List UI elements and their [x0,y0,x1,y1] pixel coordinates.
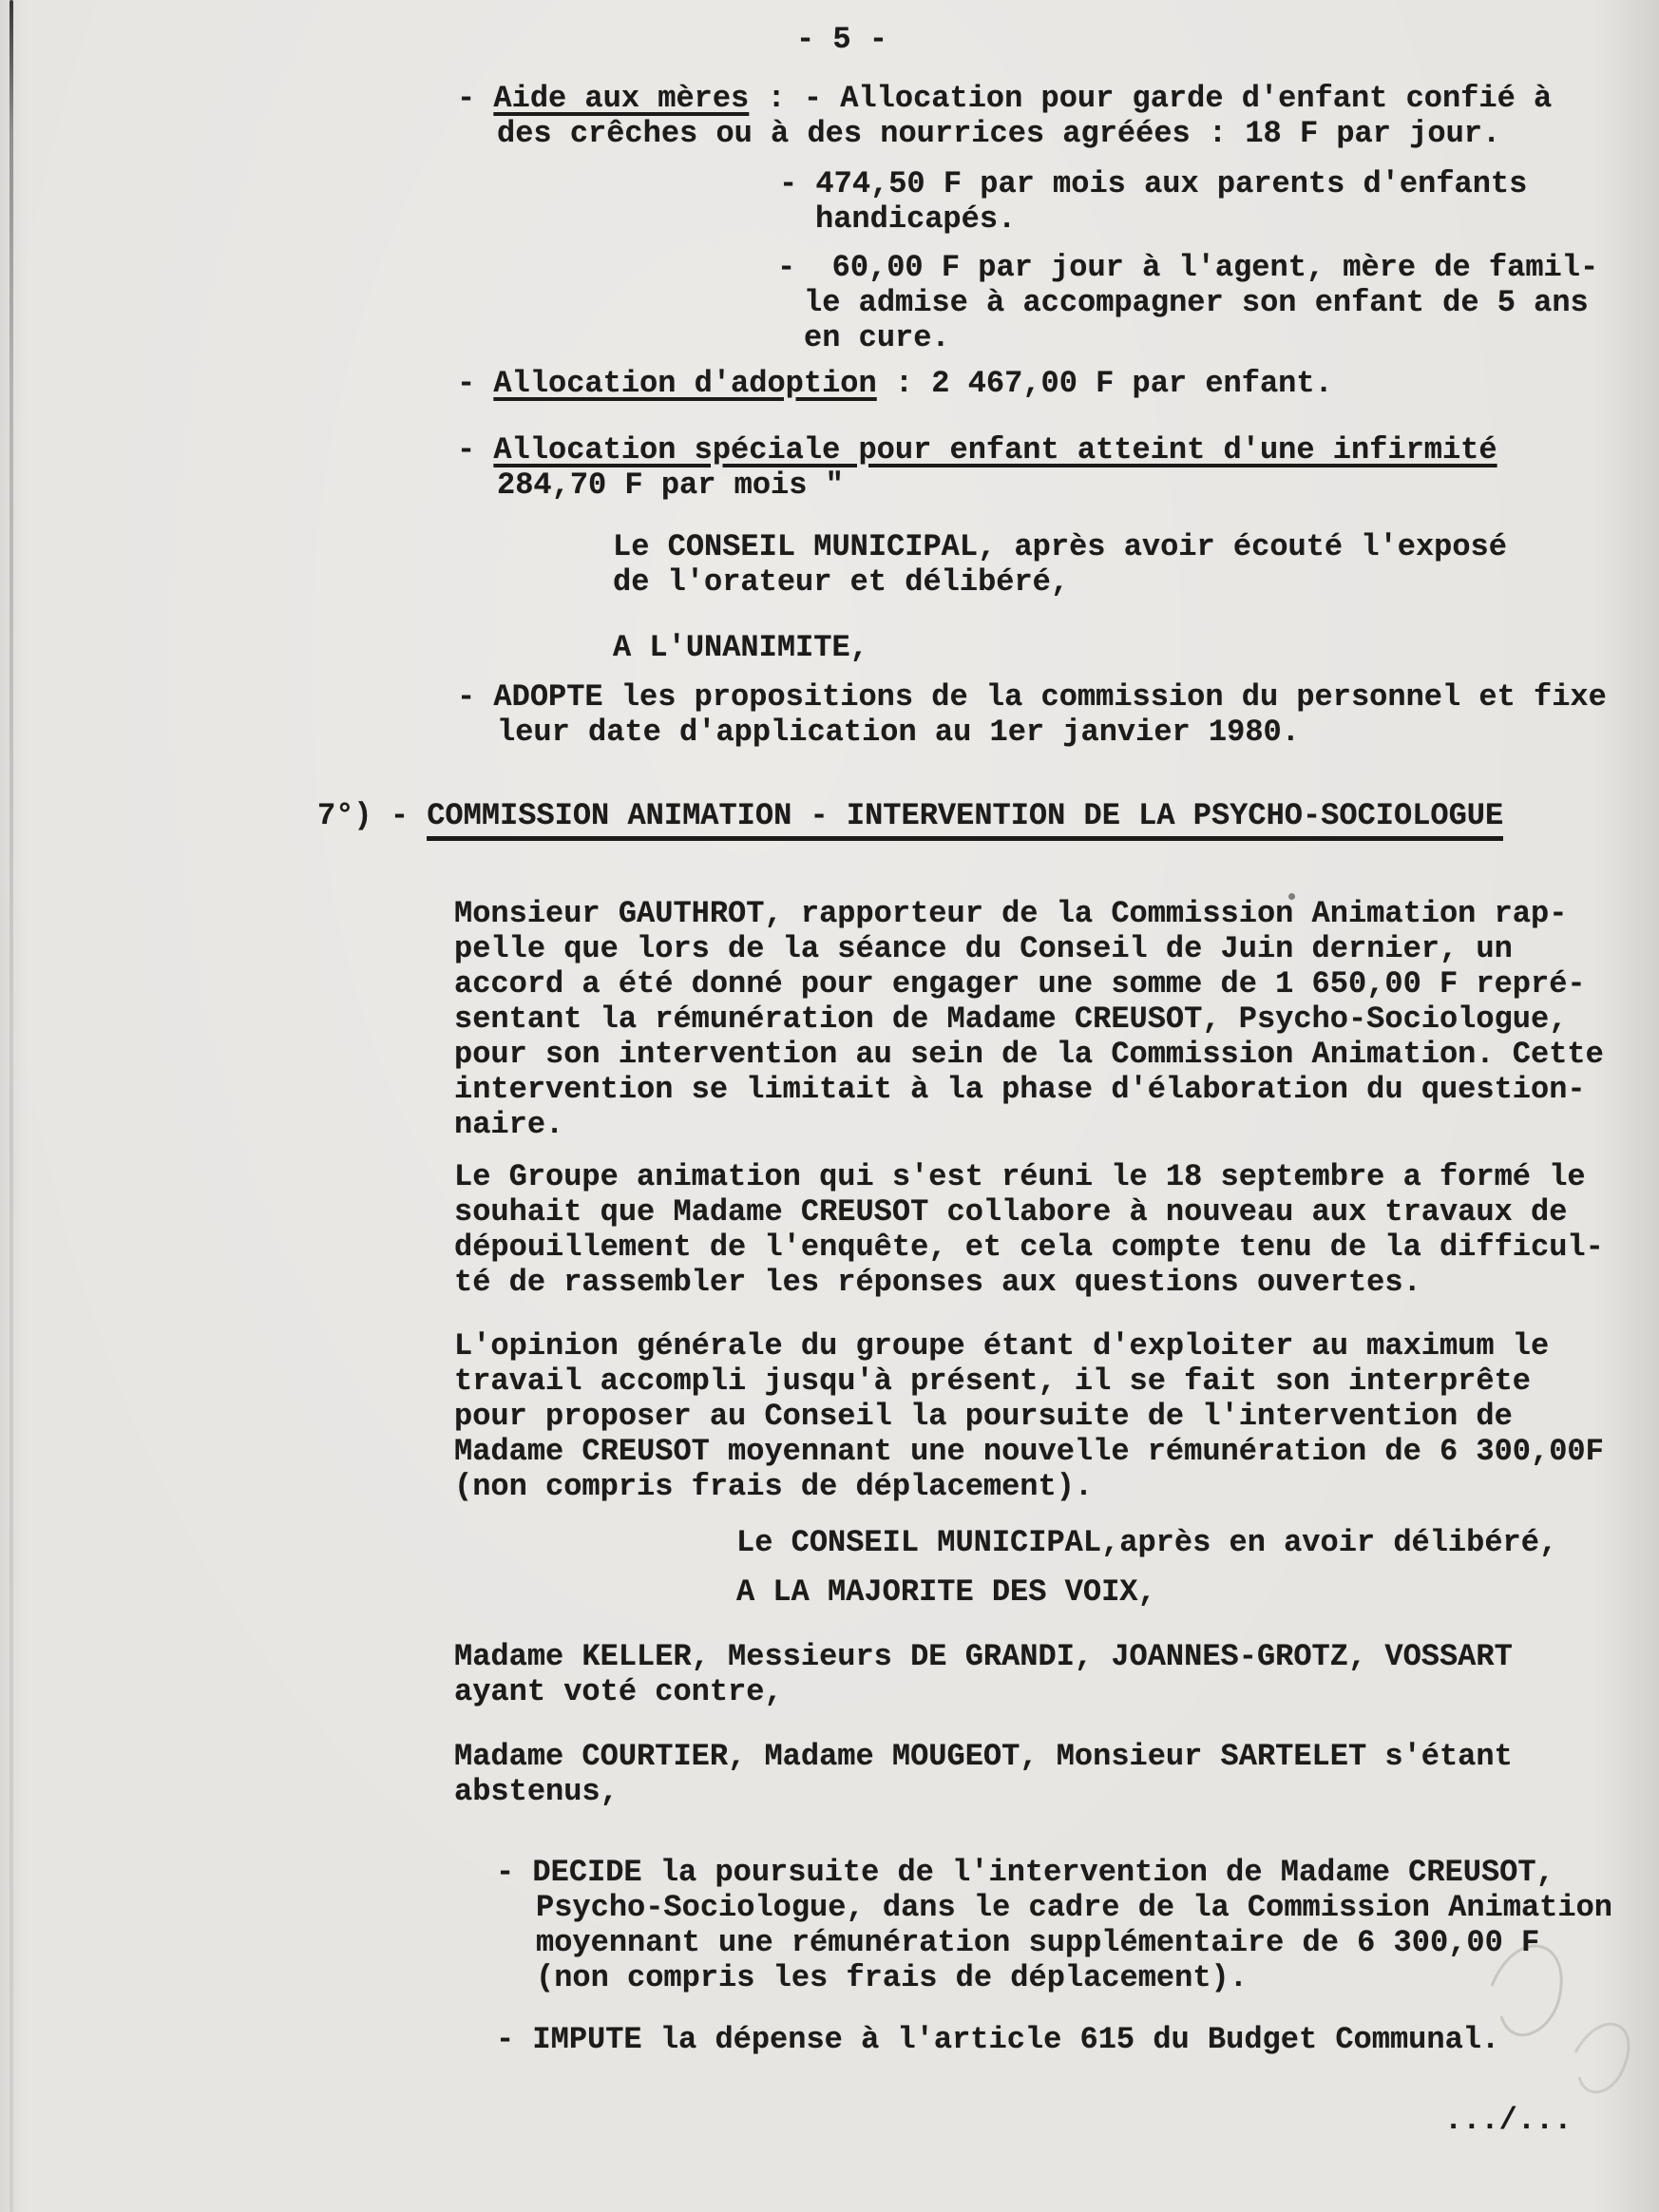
text-line: leur date d'application au 1er janvier 1980. [497,715,1300,750]
decision-decide-line: - DECIDE la poursuite de l'intervention de Madame CREUSOT, [496,1855,1554,1890]
text-line: handicapés. [815,201,1017,237]
vote-majorite-line: A LA MAJORITE DES VOIX, [736,1574,1156,1610]
continuation-mark: .../... [1444,2103,1573,2138]
text-line: ayant voté contre, [454,1674,783,1709]
decision-impute-line: - IMPUTE la dépense à l'article 615 du Budget Communal. [496,2022,1500,2057]
text-line: moyennant une rémunération supplémentaire de 6 300,00 F [536,1925,1540,1960]
paragraph-line: dépouillement de l'enquête, et cela compte tenu de la difficul- [454,1230,1604,1265]
decision-adopte-line: - ADOPTE les propositions de la commission du personnel et fixe [457,679,1607,715]
sub-item-allocation-mensuelle: - 474,50 F par mois aux parents d'enfants [779,166,1528,201]
paragraph-line: L'opinion générale du groupe étant d'exploiter au maximum le [454,1328,1550,1363]
paragraph-line: (non compris frais de déplacement). [454,1469,1094,1504]
text-line: 284,70 F par mois " [497,467,844,503]
text-line: des crêches ou à des nourrices agréées : 18 F par jour. [497,116,1501,151]
text-line: de l'orateur et délibéré, [613,564,1070,600]
paragraph-line: souhait que Madame CREUSOT collabore à nouveau aux travaux de [454,1194,1568,1230]
paragraph-line: travail accompli jusqu'à présent, il se fait son interprête [454,1363,1531,1399]
underlined-label: Allocation d'adoption [493,366,877,401]
underlined-label: Allocation spéciale pour enfant atteint d'une infirmité [493,432,1497,467]
underlined-label: Aide aux mères [493,81,750,116]
left-edge-crease [10,0,13,2212]
paragraph-line: naire. [454,1107,564,1142]
paragraph-line: Monsieur GAUTHROT, rapporteur de la Commission Animation rap- [454,896,1568,931]
paragraph-line: Le Groupe animation qui s'est réuni le 18 septembre a formé le [454,1159,1586,1194]
sub-item-allocation-journaliere: - 60,00 F par jour à l'agent, mère de famil- [777,250,1599,285]
paragraph-line: intervention se limitait à la phase d'élaboration du question- [454,1072,1586,1107]
conseil-municipal-line: Le CONSEIL MUNICIPAL, après avoir écouté l'exposé [613,529,1507,564]
conseil-municipal-line: Le CONSEIL MUNICIPAL,après en avoir délibéré, [736,1525,1558,1560]
paragraph-line: pour son intervention au sein de la Commission Animation. Cette [454,1037,1604,1072]
paragraph-line: pour proposer au Conseil la poursuite de l'intervention de [454,1399,1513,1434]
text-line: le admise à accompagner son enfant de 5 ans [804,285,1589,320]
section-number: 7°) - [317,798,428,833]
vote-contre-line: Madame KELLER, Messieurs DE GRANDI, JOANNES-GROTZ, VOSSART [454,1639,1513,1674]
vote-unanimite-line: A L'UNANIMITE, [613,630,868,665]
paragraph-line: Madame CREUSOT moyennant une nouvelle rémunération de 6 300,00F [454,1434,1604,1469]
vote-abstention-line: Madame COURTIER, Madame MOUGEOT, Monsieur SARTELET s'étant [454,1739,1513,1774]
list-item-aide-aux-meres: - Aide aux mères : - Allocation pour garde d'enfant confié à [457,81,1553,116]
paragraph-line: té de rassembler les réponses aux questions ouvertes. [454,1265,1421,1300]
text-line: abstenus, [454,1774,619,1809]
paragraph-line: accord a été donné pour engager une somme de 1 650,00 F repré- [454,966,1586,1001]
text-line: Psycho-Sociologue, dans le cadre de la Commission Animation [536,1890,1612,1925]
section-title: COMMISSION ANIMATION - INTERVENTION DE LA PSYCHO-SOCIOLOGUE [427,798,1503,841]
list-item-allocation-adoption: - Allocation d'adoption : 2 467,00 F par enfant. [457,366,1333,401]
paragraph-line: sentant la rémunération de Madame CREUSOT, Psycho-Sociologue, [454,1001,1568,1037]
text-line: en cure. [804,320,950,355]
section-heading [317,798,1504,833]
page-number: - 5 - [796,22,888,57]
list-item-allocation-speciale: - Allocation spéciale pour enfant atteint d'une infirmité [457,432,1497,467]
text-line: (non compris les frais de déplacement). [536,1960,1248,1995]
paragraph-line: pelle que lors de la séance du Conseil de Juin dernier, un [454,931,1513,966]
